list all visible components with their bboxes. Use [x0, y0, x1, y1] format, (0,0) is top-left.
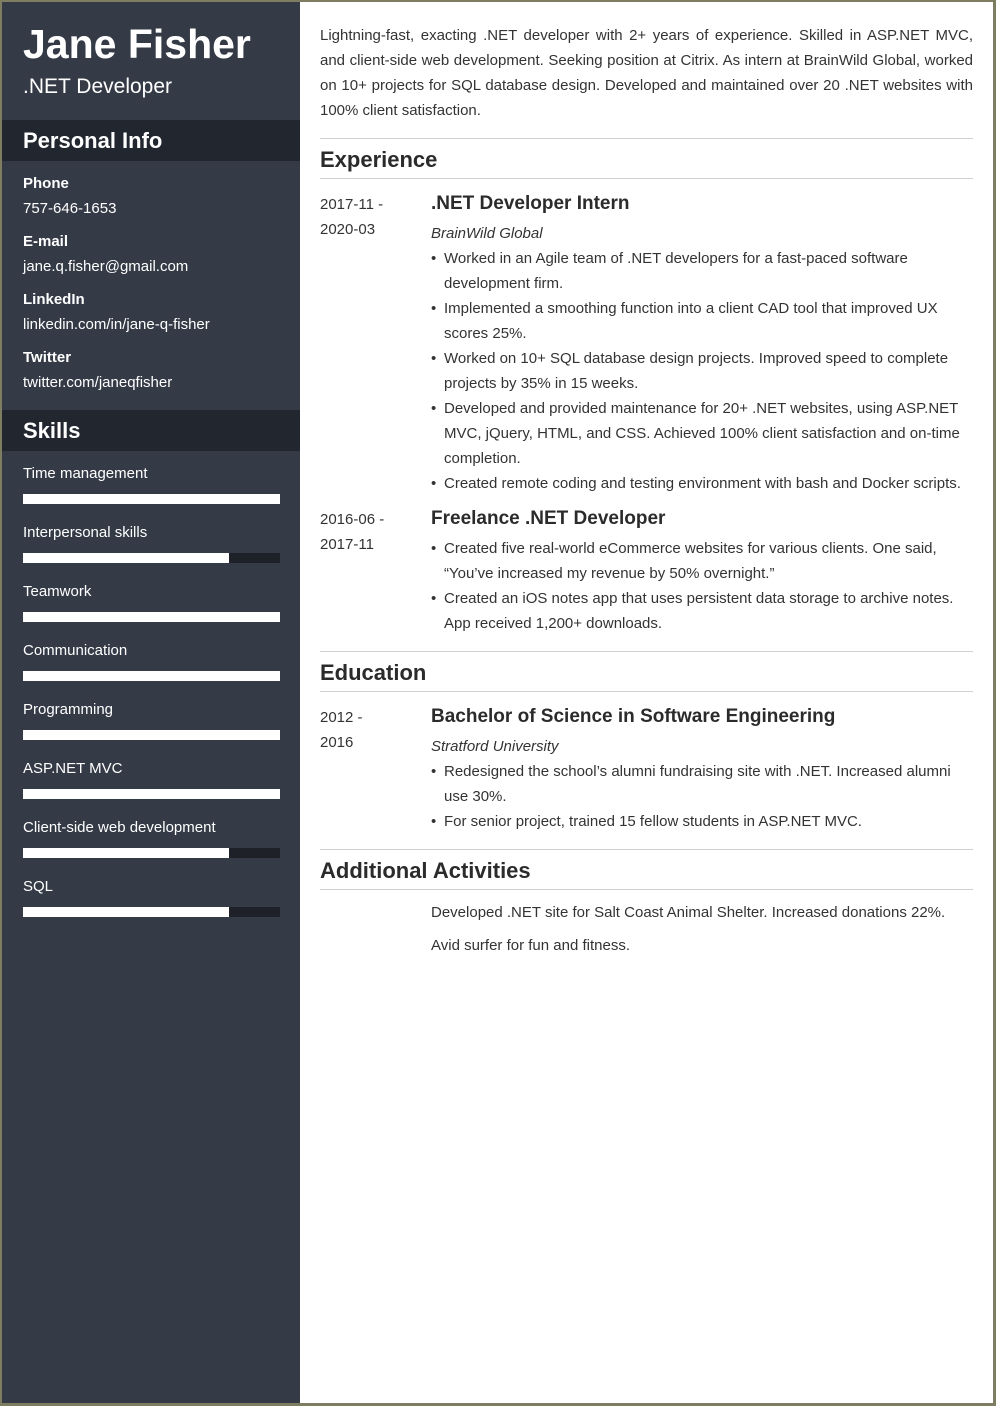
profile-summary: Lightning-fast, exacting .NET developer with 2+ years of experience. Skilled in ASP.NET MVC, and client-side web development. Seeking position at Citrix. As intern at BrainWild Global, worked on 10+ projects for SQL database design. Developed and maintained over 20 .NET websites with 100% client satisfaction. — [320, 27, 973, 119]
skill-bar-fill — [23, 612, 280, 622]
skill-bar — [23, 553, 280, 563]
skill-bar-fill — [23, 671, 280, 681]
section-divider — [320, 889, 973, 890]
job-title: .NET Developer Intern — [431, 193, 630, 214]
candidate-role: .NET Developer — [23, 75, 173, 98]
school-name: Stratford University — [431, 738, 559, 755]
skill-bar — [23, 730, 280, 740]
skills-heading: Skills — [2, 410, 300, 451]
education-bullets — [431, 759, 973, 834]
job-date-start: 2017-11 - — [320, 196, 384, 213]
section-divider — [320, 178, 973, 179]
skill-bar — [23, 671, 280, 681]
twitter-value: twitter.com/janeqfisher — [23, 374, 173, 391]
skill-label: Interpersonal skills — [23, 524, 148, 541]
linkedin-value: linkedin.com/in/jane-q-fisher — [23, 316, 210, 333]
skill-label: Teamwork — [23, 583, 92, 600]
job-title: Freelance .NET Developer — [431, 508, 666, 529]
activity-item: Avid surfer for fun and fitness. — [431, 937, 630, 954]
skill-label: Client-side web development — [23, 819, 216, 836]
list-item: • Worked in an Agile team of .NET developers for a fast-paced software development firm. — [431, 246, 973, 296]
personal-info-heading: Personal Info — [2, 120, 300, 161]
skill-label: ASP.NET MVC — [23, 760, 123, 777]
education-heading: Education — [320, 660, 427, 685]
job-company: BrainWild Global — [431, 225, 543, 242]
skill-bar — [23, 494, 280, 504]
list-item: • Created an iOS notes app that uses persistent data storage to archive notes. App received 1,200+ downloads. — [431, 586, 973, 636]
skill-bar-fill — [23, 494, 280, 504]
job-date-start: 2016-06 - — [320, 511, 385, 528]
skill-label: Programming — [23, 701, 114, 718]
skill-bar-fill — [23, 730, 280, 740]
skill-bar — [23, 848, 280, 858]
section-divider — [320, 691, 973, 692]
list-item: • Developed and provided maintenance for 20+ .NET websites, using ASP.NET MVC, jQuery, HTML, and CSS. Achieved 100% client satisfaction and on-time completion. — [431, 396, 973, 471]
list-item: • For senior project, trained 15 fellow students in ASP.NET MVC. — [431, 809, 973, 834]
list-item: • Worked on 10+ SQL database design projects. Improved speed to complete projects by 35% in 15 weeks. — [431, 346, 973, 396]
skill-label: Communication — [23, 642, 128, 659]
skill-label: SQL — [23, 878, 54, 895]
phone-value: 757-646-1653 — [23, 200, 117, 217]
linkedin-label: LinkedIn — [23, 291, 85, 308]
list-item: • Created five real-world eCommerce websites for various clients. One said, “You’ve increased my revenue by 50% overnight.” — [431, 536, 973, 586]
section-divider — [320, 651, 973, 652]
job-date-end: 2020-03 — [320, 221, 376, 238]
experience-heading: Experience — [320, 147, 438, 172]
skill-bar-fill — [23, 553, 229, 563]
skill-bar-fill — [23, 848, 229, 858]
twitter-label: Twitter — [23, 349, 72, 366]
phone-label: Phone — [23, 175, 69, 192]
section-divider — [320, 849, 973, 850]
email-value: jane.q.fisher@gmail.com — [23, 258, 189, 275]
list-item: • Created remote coding and testing environment with bash and Docker scripts. — [431, 471, 973, 496]
section-divider — [320, 138, 973, 139]
job-bullets — [431, 246, 973, 496]
email-label: E-mail — [23, 233, 69, 250]
skill-bar — [23, 789, 280, 799]
list-item: • Redesigned the school’s alumni fundraising site with .NET. Increased alumni use 30%. — [431, 759, 973, 809]
degree-title: Bachelor of Science in Software Engineering — [431, 706, 836, 727]
activity-item: Developed .NET site for Salt Coast Animal Shelter. Increased donations 22%. — [431, 904, 946, 921]
skill-label: Time management — [23, 465, 148, 482]
skill-bar-fill — [23, 907, 229, 917]
skill-bar-fill — [23, 789, 280, 799]
skill-bar — [23, 907, 280, 917]
list-item: • Implemented a smoothing function into a client CAD tool that improved UX scores 25%. — [431, 296, 973, 346]
resume-page — [2, 2, 993, 1403]
activities-heading: Additional Activities — [320, 858, 531, 883]
skill-bar — [23, 612, 280, 622]
job-date-end: 2017-11 — [320, 536, 374, 553]
edu-date-end: 2016 — [320, 734, 354, 751]
candidate-name: Jane Fisher — [23, 21, 251, 67]
edu-date-start: 2012 - — [320, 709, 363, 726]
sidebar — [2, 2, 300, 1403]
job-bullets — [431, 536, 973, 636]
